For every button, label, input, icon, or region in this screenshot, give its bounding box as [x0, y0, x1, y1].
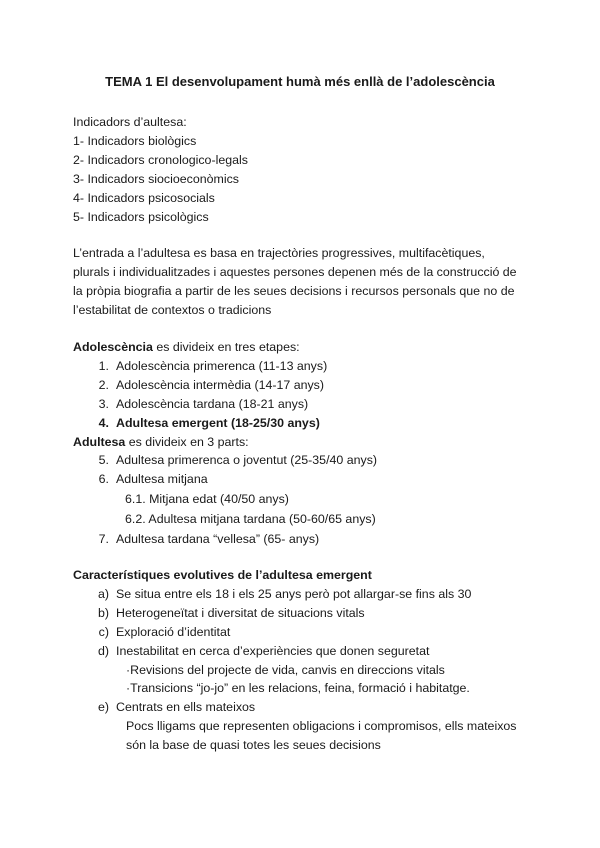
list-text: Se situa entre els 18 i els 25 anys però pot allargar-se fins als 30 — [116, 586, 472, 601]
indicators-section — [73, 113, 533, 226]
list-text: Adultesa primerenca o joventut (25-35/40 anys) — [116, 453, 378, 468]
paragraph-line: l’estabilitat de contextos o tradicions — [73, 302, 272, 317]
list-letter: e) — [97, 700, 109, 715]
adulthood-rest: es divideix en 3 parts: — [125, 434, 249, 449]
sub-item: Pocs lligams que representen obligacions i compromisos, ells mateixos — [126, 719, 517, 734]
list-number: 2. — [98, 377, 109, 392]
adulthood-list — [73, 451, 533, 549]
list-text: Exploració d’identitat — [116, 624, 231, 639]
list-text: Adolescència intermèdia (14-17 anys) — [116, 377, 324, 392]
list-letter: a) — [97, 586, 109, 601]
adolescence-rest: es divideix en tres etapes: — [152, 340, 300, 354]
paragraph-line: L’entrada a l’adultesa es basa en trajectòries progressives, multifacètiques, — [73, 246, 485, 260]
list-item — [90, 357, 533, 376]
adolescence-list — [73, 357, 533, 433]
list-item — [90, 470, 533, 489]
list-item — [90, 451, 533, 470]
adulthood-bold: Adultesa — [73, 434, 126, 449]
indicator-item: 2- Indicadors cronologico-legals — [73, 152, 248, 167]
sub-item: ·Revisions del projecte de vida, canvis en direccions vitals — [126, 662, 445, 677]
list-item — [90, 414, 533, 433]
list-number: 3. — [98, 396, 109, 411]
list-text: Adolescència primerenca (11-13 anys) — [116, 358, 328, 373]
list-text: Adultesa emergent (18-25/30 anys) — [116, 415, 320, 430]
sub-item: 6.1. Mitjana edat (40/50 anys) — [125, 492, 289, 507]
list-number: 6. — [98, 472, 109, 487]
paragraph-line: plurals i individualitzades i aquestes persones depenen més de la construcció de — [73, 264, 517, 279]
list-text: Adolescència tardana (18-21 anys) — [116, 396, 309, 411]
list-text: Adultesa mitjana — [116, 472, 208, 487]
characteristics-list — [73, 585, 533, 755]
sub-item: ·Transicions “jo-jo” en les relacions, feina, formació i habitatge. — [126, 681, 470, 696]
list-letter: b) — [97, 605, 109, 620]
list-number: 7. — [98, 532, 109, 547]
list-item — [90, 604, 533, 623]
characteristics-heading: Característiques evolutives de l’adultesa emergent — [73, 568, 372, 582]
indicators-heading: Indicadors d’aultesa: — [73, 115, 187, 129]
indicator-item: 4- Indicadors psicosocials — [73, 190, 215, 205]
list-text: Heterogeneïtat i diversitat de situacions vitals — [116, 605, 365, 620]
list-item — [90, 376, 533, 395]
list-number: 4. — [98, 415, 109, 430]
indicator-item: 1- Indicadors biològics — [73, 133, 197, 148]
indicator-item: 3- Indicadors siocioeconòmics — [73, 171, 239, 186]
list-item — [90, 395, 533, 414]
document-title: TEMA 1 El desenvolupament humà més enllà de l’adolescència — [105, 74, 495, 89]
e-sublist — [90, 717, 533, 755]
stages-section — [73, 338, 533, 549]
paragraph-line: la pròpia biografia a partir de les seues decisions i recursos personals que no de — [73, 283, 515, 298]
list-text: Adultesa tardana “vellesa” (65- anys) — [116, 532, 320, 547]
list-item — [90, 529, 533, 549]
list-letter: c) — [98, 624, 109, 639]
list-item — [90, 642, 533, 661]
adulthood-heading — [73, 433, 533, 452]
adolescence-heading — [73, 338, 533, 357]
sub-item: són la base de quasi totes les seues decisions — [126, 738, 381, 753]
list-number: 1. — [98, 358, 109, 373]
adolescence-bold: Adolescència — [73, 340, 153, 354]
list-item — [90, 585, 533, 604]
list-text: Inestabilitat en cerca d’experiències que donen seguretat — [116, 643, 430, 658]
sub-item: 6.2. Adultesa mitjana tardana (50-60/65 anys) — [125, 512, 376, 527]
list-item — [90, 698, 533, 717]
list-letter: d) — [97, 643, 109, 658]
indicator-item: 5- Indicadors psicològics — [73, 209, 209, 224]
d-sublist — [90, 661, 533, 699]
list-item — [90, 623, 533, 642]
intro-paragraph — [73, 244, 533, 320]
list-text: Centrats en ells mateixos — [116, 700, 256, 715]
characteristics-section — [73, 566, 533, 755]
adulthood-sublist — [90, 489, 533, 529]
list-number: 5. — [98, 453, 109, 468]
